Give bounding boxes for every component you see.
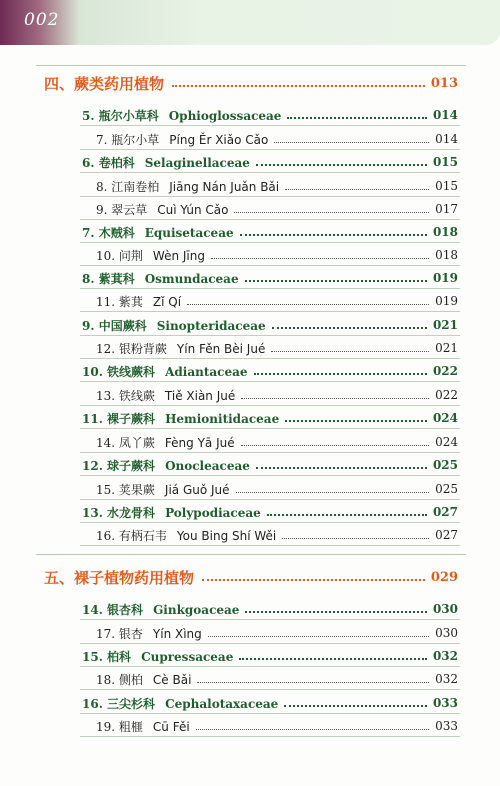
family-chinese-name: 16. 三尖杉科 — [82, 696, 156, 711]
entry-divider — [80, 499, 460, 500]
family-name — [82, 504, 261, 521]
dot-leader — [272, 327, 427, 329]
toc-section-heading[interactable] — [44, 72, 458, 94]
entry-page-number: 014 — [435, 132, 458, 146]
plant-pinyin: Fèng Yā Jué — [164, 435, 235, 450]
plant-name — [96, 625, 202, 642]
entry-divider — [80, 335, 460, 336]
dot-leader — [282, 538, 429, 539]
family-latin-name: Ginkgoaceae — [153, 602, 240, 617]
plant-pinyin: Tiě Xiàn Jué — [164, 388, 236, 403]
entry-page-number: 025 — [435, 482, 458, 496]
plant-pinyin: Jiāng Nán Juǎn Bǎi — [169, 179, 280, 194]
toc-family-entry[interactable] — [82, 456, 458, 474]
plant-chinese-name: 14. 凤丫蕨 — [96, 435, 155, 450]
section-page-number: 029 — [430, 569, 458, 585]
dot-leader — [254, 373, 427, 375]
dot-leader — [245, 611, 427, 613]
dot-leader — [256, 467, 427, 469]
entry-divider — [80, 619, 460, 620]
family-chinese-name: 10. 铁线蕨科 — [82, 364, 156, 379]
toc-plant-entry[interactable] — [96, 386, 458, 404]
entry-divider — [80, 713, 460, 714]
dot-leader — [274, 142, 429, 143]
plant-chinese-name: 16. 有柄石韦 — [96, 528, 167, 543]
family-chinese-name: 8. 紫萁科 — [82, 271, 135, 286]
dot-leader — [196, 729, 429, 730]
toc-family-entry[interactable] — [82, 694, 458, 712]
family-name — [82, 224, 234, 241]
family-name — [82, 457, 250, 474]
plant-pinyin: Cuì Yún Cǎo — [157, 202, 229, 217]
entry-divider — [80, 265, 460, 266]
family-name — [82, 648, 233, 665]
dot-leader — [285, 189, 429, 190]
entry-page-number: 027 — [432, 505, 458, 519]
dot-leader — [285, 420, 427, 422]
family-latin-name: Equisetaceae — [144, 225, 234, 240]
plant-chinese-name: 7. 瓶尔小草 — [96, 132, 160, 147]
family-name — [82, 410, 279, 427]
plant-pinyin: Yín Xìng — [152, 626, 202, 641]
toc-family-entry[interactable] — [82, 269, 458, 287]
entry-divider — [80, 381, 460, 382]
entry-page-number: 025 — [432, 458, 458, 472]
plant-pinyin: Píng Ěr Xiǎo Cǎo — [169, 132, 269, 147]
entry-divider — [80, 475, 460, 476]
family-chinese-name: 12. 球子蕨科 — [82, 458, 156, 473]
dot-leader — [241, 398, 429, 399]
toc-section-heading[interactable] — [44, 566, 458, 588]
dot-leader — [211, 258, 429, 259]
family-chinese-name: 7. 木贼科 — [82, 225, 135, 240]
dot-leader — [256, 164, 427, 166]
entry-divider — [80, 172, 460, 173]
dot-leader — [267, 514, 427, 516]
section-page-number: 013 — [430, 75, 458, 91]
entry-page-number: 018 — [432, 225, 458, 239]
toc-plant-entry[interactable] — [96, 717, 458, 735]
plant-chinese-name: 17. 银杏 — [96, 626, 143, 641]
entry-divider — [80, 736, 460, 737]
entry-divider — [80, 219, 460, 220]
plant-name — [96, 434, 235, 451]
entry-divider — [80, 452, 460, 453]
dot-leader — [245, 280, 427, 282]
family-name — [82, 107, 281, 124]
toc-plant-entry[interactable] — [96, 624, 458, 642]
entry-page-number: 019 — [435, 294, 458, 308]
plant-chinese-name: 13. 铁线蕨 — [96, 388, 155, 403]
toc-family-entry[interactable] — [82, 503, 458, 521]
entry-page-number: 021 — [432, 318, 458, 332]
plant-chinese-name: 11. 紫萁 — [96, 294, 143, 309]
entry-page-number: 027 — [435, 528, 458, 542]
plant-chinese-name: 18. 侧柏 — [96, 672, 143, 687]
toc-plant-entry[interactable] — [96, 339, 458, 357]
family-latin-name: Selaginellaceae — [144, 155, 250, 170]
entry-page-number: 030 — [432, 602, 458, 616]
entry-divider — [80, 666, 460, 667]
dot-leader — [236, 492, 430, 493]
plant-name — [96, 481, 230, 498]
plant-name — [96, 718, 190, 735]
family-chinese-name: 9. 中国蕨科 — [82, 318, 147, 333]
entry-page-number: 024 — [435, 435, 458, 449]
toc-plant-entry[interactable] — [96, 200, 458, 218]
toc-family-entry[interactable] — [82, 647, 458, 665]
plant-pinyin: Cū Fěi — [152, 719, 190, 734]
plant-pinyin: Cè Bǎi — [152, 672, 192, 687]
plant-name — [96, 247, 205, 264]
dot-leader — [172, 85, 425, 87]
family-chinese-name: 15. 柏科 — [82, 649, 132, 664]
plant-chinese-name: 9. 翠云草 — [96, 202, 148, 217]
family-latin-name: Sinopteridaceae — [156, 318, 266, 333]
plant-pinyin: Zǐ Qí — [152, 294, 182, 309]
toc-family-entry[interactable] — [82, 409, 458, 427]
dot-leader — [240, 234, 427, 236]
plant-name — [96, 293, 181, 310]
entry-page-number: 022 — [435, 388, 458, 402]
toc-family-entry[interactable] — [82, 153, 458, 171]
entry-divider — [80, 149, 460, 150]
entry-divider — [80, 545, 460, 546]
dot-leader — [284, 705, 427, 707]
family-name — [82, 317, 266, 334]
section-title: 五、裸子植物药用植物 — [44, 568, 195, 587]
family-name — [82, 601, 239, 618]
toc-plant-entry[interactable] — [96, 670, 458, 688]
dot-leader — [241, 445, 429, 446]
entry-divider — [80, 428, 460, 429]
entry-page-number: 018 — [435, 248, 458, 262]
entry-divider — [80, 689, 460, 690]
plant-chinese-name: 15. 荚果蕨 — [96, 482, 155, 497]
family-latin-name: Hemionitidaceae — [165, 411, 280, 426]
family-chinese-name: 14. 银杏科 — [82, 602, 144, 617]
family-latin-name: Cephalotaxaceae — [165, 696, 279, 711]
entry-divider — [80, 288, 460, 289]
family-latin-name: Ophioglossaceae — [168, 108, 282, 123]
entry-page-number: 015 — [432, 155, 458, 169]
entry-divider — [80, 358, 460, 359]
entry-page-number: 021 — [435, 341, 458, 355]
dot-leader — [271, 351, 429, 352]
toc-family-entry[interactable] — [82, 362, 458, 380]
entry-divider — [80, 125, 460, 126]
family-name — [82, 270, 239, 287]
plant-chinese-name: 19. 粗榧 — [96, 719, 143, 734]
family-latin-name: Cupressaceae — [141, 649, 234, 664]
family-latin-name: Adiantaceae — [165, 364, 248, 379]
entry-divider — [80, 196, 460, 197]
entry-page-number: 033 — [435, 719, 458, 733]
plant-pinyin: Wèn Jīng — [152, 248, 205, 263]
toc-plant-entry[interactable] — [96, 292, 458, 310]
toc-family-entry[interactable] — [82, 106, 458, 124]
entry-divider — [80, 405, 460, 406]
plant-name — [96, 527, 276, 544]
entry-divider — [80, 311, 460, 312]
plant-name — [96, 387, 235, 404]
toc-plant-entry[interactable] — [96, 130, 458, 148]
entry-divider — [80, 522, 460, 523]
plant-chinese-name: 8. 江南卷柏 — [96, 179, 160, 194]
dot-leader — [208, 636, 429, 637]
plant-name — [96, 201, 228, 218]
dot-leader — [187, 304, 429, 305]
section-rule — [36, 65, 466, 66]
family-chinese-name: 5. 瓶尔小草科 — [82, 108, 159, 123]
plant-pinyin: Yín Fěn Bèi Jué — [176, 341, 266, 356]
entry-page-number: 024 — [432, 411, 458, 425]
toc-family-entry[interactable] — [82, 223, 458, 241]
entry-page-number: 017 — [435, 202, 458, 216]
dot-leader — [197, 682, 429, 683]
family-chinese-name: 6. 卷柏科 — [82, 155, 135, 170]
page-number: 002 — [24, 10, 60, 30]
entry-page-number: 019 — [432, 271, 458, 285]
entry-divider — [80, 643, 460, 644]
entry-page-number: 030 — [435, 626, 458, 640]
section-rule — [36, 554, 466, 555]
toc-plant-entry[interactable] — [96, 177, 458, 195]
section-title: 四、蕨类药用植物 — [44, 74, 165, 93]
family-latin-name: Onocleaceae — [165, 458, 250, 473]
plant-name — [96, 340, 265, 357]
family-latin-name: Osmundaceae — [144, 271, 239, 286]
family-latin-name: Polypodiaceae — [165, 505, 261, 520]
family-name — [82, 363, 248, 380]
entry-page-number: 022 — [432, 364, 458, 378]
family-chinese-name: 13. 水龙骨科 — [82, 505, 156, 520]
entry-page-number: 015 — [435, 179, 458, 193]
family-name — [82, 154, 250, 171]
plant-chinese-name: 10. 问荆 — [96, 248, 143, 263]
plant-name — [96, 671, 191, 688]
entry-page-number: 014 — [432, 108, 458, 122]
entry-page-number: 032 — [435, 672, 458, 686]
family-chinese-name: 11. 裸子蕨科 — [82, 411, 156, 426]
toc-plant-entry[interactable] — [96, 433, 458, 451]
entry-page-number: 033 — [432, 696, 458, 710]
toc-plant-entry[interactable] — [96, 246, 458, 264]
dot-leader — [239, 658, 427, 660]
plant-name — [96, 178, 279, 195]
family-name — [82, 695, 278, 712]
dot-leader — [287, 117, 426, 119]
dot-leader — [234, 212, 429, 213]
toc-plant-entry[interactable] — [96, 526, 458, 544]
plant-name — [96, 131, 268, 148]
toc-family-entry[interactable] — [82, 600, 458, 618]
page-header-band — [0, 0, 500, 45]
toc-plant-entry[interactable] — [96, 480, 458, 498]
plant-chinese-name: 12. 银粉背蕨 — [96, 341, 167, 356]
entry-divider — [80, 242, 460, 243]
entry-page-number: 032 — [432, 649, 458, 663]
plant-pinyin: Jiá Guǒ Jué — [164, 482, 230, 497]
dot-leader — [202, 579, 425, 581]
toc-family-entry[interactable] — [82, 316, 458, 334]
plant-pinyin: You Bing Shí Wěi — [176, 528, 277, 543]
